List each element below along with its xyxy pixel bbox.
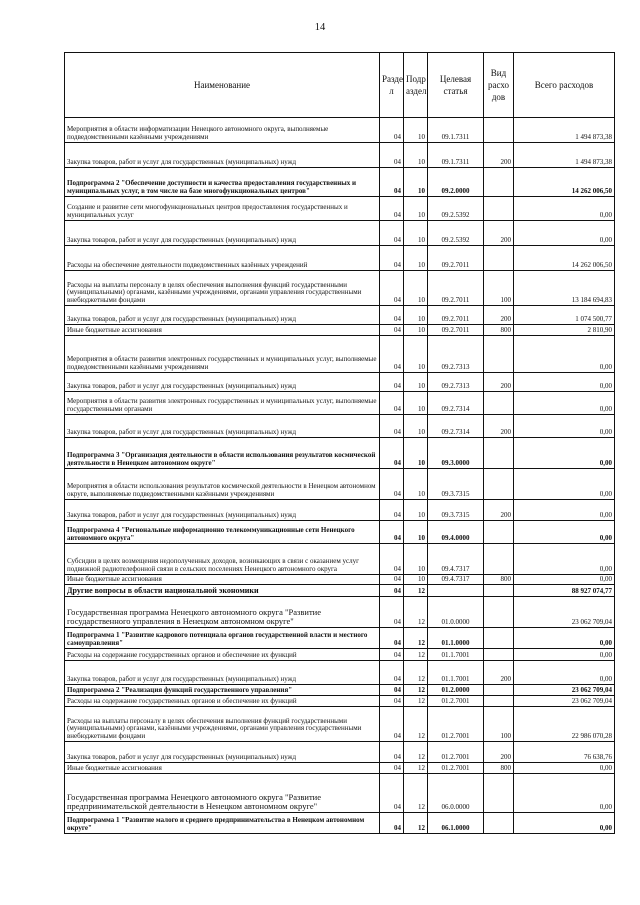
row-target-cell: 09.4.7317 (428, 544, 484, 575)
row-target-cell (428, 585, 484, 597)
row-target-cell: 09.1.7311 (428, 118, 484, 143)
row-section-cell: 04 (380, 197, 404, 221)
row-total-cell: 0,00 (514, 373, 615, 392)
table-row (65, 271, 615, 306)
row-name-cell: Иные бюджетные ассигнования (65, 575, 380, 585)
row-name-cell: Иные бюджетные ассигнования (65, 763, 380, 774)
row-name-cell: Мероприятия в области использования результатов космической деятельности в Ненецком автономном округе, выполняемые подведомственными казёнными учреждениями (65, 469, 380, 500)
row-target-cell: 09.4.0000 (428, 521, 484, 544)
header-target: Целевая статья (428, 53, 484, 118)
row-section-cell: 04 (380, 575, 404, 585)
row-section-cell: 04 (380, 438, 404, 469)
row-subsection-cell: 10 (404, 438, 428, 469)
row-kind-cell: 200 (484, 500, 514, 521)
row-kind-cell (484, 585, 514, 597)
table-row (65, 813, 615, 834)
row-section-cell: 04 (380, 763, 404, 774)
row-total-cell: 0,00 (514, 336, 615, 373)
row-total-cell: 0,00 (514, 392, 615, 415)
row-section-cell: 04 (380, 500, 404, 521)
row-total-cell: 14 262 006,50 (514, 168, 615, 197)
row-target-cell: 01.1.7001 (428, 649, 484, 661)
row-total-cell: 1 494 873,38 (514, 118, 615, 143)
row-name-cell: Подпрограмма 3 "Организация деятельности в области использования результатов космической деятельности в Ненецком автономном округе" (65, 438, 380, 469)
row-section-cell: 04 (380, 306, 404, 325)
row-subsection-cell: 10 (404, 415, 428, 438)
row-subsection-cell: 12 (404, 649, 428, 661)
row-subsection-cell: 10 (404, 143, 428, 168)
row-section-cell: 04 (380, 246, 404, 271)
row-total-cell: 0,00 (514, 469, 615, 500)
table-row (65, 649, 615, 661)
budget-table (64, 52, 615, 834)
row-target-cell: 06.1.0000 (428, 813, 484, 834)
row-subsection-cell: 10 (404, 306, 428, 325)
row-subsection-cell: 12 (404, 661, 428, 685)
table-row (65, 597, 615, 628)
row-total-cell: 0,00 (514, 661, 615, 685)
page-number: 14 (314, 22, 326, 33)
row-target-cell: 09.2.7313 (428, 336, 484, 373)
row-kind-cell (484, 521, 514, 544)
row-name-cell: Другие вопросы в области национальной экономики (65, 585, 380, 597)
table-row (65, 763, 615, 774)
row-target-cell: 09.3.7315 (428, 469, 484, 500)
header-total: Всего расходов (514, 53, 615, 118)
row-total-cell: 0,00 (514, 544, 615, 575)
row-section-cell: 04 (380, 685, 404, 696)
header-subsection: Подр аздел (404, 53, 428, 118)
row-total-cell: 14 262 006,50 (514, 246, 615, 271)
row-section-cell: 04 (380, 143, 404, 168)
row-total-cell: 0,00 (514, 628, 615, 649)
row-target-cell: 01.2.7001 (428, 742, 484, 763)
row-subsection-cell: 12 (404, 763, 428, 774)
row-kind-cell (484, 469, 514, 500)
row-section-cell: 04 (380, 469, 404, 500)
row-kind-cell (484, 246, 514, 271)
row-name-cell: Подпрограмма 4 "Региональные информационно телекоммуникационные сети Ненецкого автономного округа" (65, 521, 380, 544)
row-subsection-cell: 12 (404, 597, 428, 628)
row-kind-cell: 200 (484, 143, 514, 168)
row-total-cell: 0,00 (514, 415, 615, 438)
row-total-cell: 1 494 873,38 (514, 143, 615, 168)
row-name-cell: Подпрограмма 2 "Обеспечение доступности и качества предоставления государственных и муниципальных услуг, в том числе на базе многофункциональных центров" (65, 168, 380, 197)
row-section-cell: 04 (380, 544, 404, 575)
row-name-cell: Иные бюджетные ассигнования (65, 325, 380, 336)
row-kind-cell (484, 628, 514, 649)
row-section-cell: 04 (380, 118, 404, 143)
row-section-cell: 04 (380, 168, 404, 197)
row-name-cell: Субсидии в целях возмещения недополученных доходов, возникающих в связи с оказанием услуг подвижной радиотелефонной связи в сельских поселениях Ненецкого автономного округа (65, 544, 380, 575)
row-total-cell: 0,00 (514, 575, 615, 585)
row-section-cell: 04 (380, 661, 404, 685)
row-section-cell: 04 (380, 649, 404, 661)
row-section-cell: 04 (380, 597, 404, 628)
table-row (65, 306, 615, 325)
row-kind-cell: 200 (484, 306, 514, 325)
row-subsection-cell: 12 (404, 813, 428, 834)
row-name-cell: Подпрограмма 2 "Реализация функций государственного управления" (65, 685, 380, 696)
row-target-cell: 06.0.0000 (428, 774, 484, 813)
row-section-cell: 04 (380, 325, 404, 336)
table-row (65, 544, 615, 575)
table-body (65, 118, 615, 834)
row-kind-cell: 200 (484, 742, 514, 763)
row-name-cell: Закупка товаров, работ и услуг для государственных (муниципальных) нужд (65, 742, 380, 763)
row-target-cell: 09.2.7011 (428, 306, 484, 325)
row-section-cell: 04 (380, 774, 404, 813)
row-name-cell: Подпрограмма 1 "Развитие кадрового потенциала органов государственной власти и местного самоуправления" (65, 628, 380, 649)
row-section-cell: 04 (380, 373, 404, 392)
table-row (65, 521, 615, 544)
row-section-cell: 04 (380, 271, 404, 306)
row-target-cell: 09.2.7011 (428, 246, 484, 271)
row-name-cell: Закупка товаров, работ и услуг для государственных (муниципальных) нужд (65, 143, 380, 168)
row-section-cell: 04 (380, 221, 404, 246)
row-kind-cell: 100 (484, 271, 514, 306)
table-row (65, 469, 615, 500)
row-kind-cell: 800 (484, 763, 514, 774)
row-name-cell: Закупка товаров, работ и услуг для государственных (муниципальных) нужд (65, 500, 380, 521)
row-name-cell: Закупка товаров, работ и услуг для государственных (муниципальных) нужд (65, 306, 380, 325)
table-row (65, 325, 615, 336)
table-row (65, 742, 615, 763)
row-subsection-cell: 12 (404, 774, 428, 813)
row-target-cell: 09.3.7315 (428, 500, 484, 521)
table-row (65, 373, 615, 392)
header-name: Наименование (65, 53, 380, 118)
row-section-cell: 04 (380, 585, 404, 597)
row-section-cell: 04 (380, 628, 404, 649)
row-target-cell: 09.2.0000 (428, 168, 484, 197)
row-kind-cell: 200 (484, 661, 514, 685)
table-row (65, 392, 615, 415)
table-row (65, 575, 615, 585)
row-name-cell: Создание и развитие сети многофункциональных центров предоставления государственных и муниципальных услуг (65, 197, 380, 221)
row-kind-cell (484, 392, 514, 415)
table-row (65, 168, 615, 197)
row-kind-cell: 100 (484, 707, 514, 742)
row-target-cell: 09.2.7011 (428, 325, 484, 336)
row-subsection-cell: 10 (404, 544, 428, 575)
row-kind-cell (484, 336, 514, 373)
row-total-cell: 0,00 (514, 500, 615, 521)
row-total-cell: 0,00 (514, 763, 615, 774)
row-target-cell: 09.2.5392 (428, 221, 484, 246)
row-total-cell: 23 062 709,04 (514, 597, 615, 628)
row-section-cell: 04 (380, 521, 404, 544)
row-total-cell: 88 927 074,77 (514, 585, 615, 597)
table-row (65, 661, 615, 685)
table-row (65, 774, 615, 813)
row-name-cell: Мероприятия в области информатизации Ненецкого автономного округа, выполняемые подведомственными казёнными учреждениями (65, 118, 380, 143)
row-kind-cell: 800 (484, 325, 514, 336)
row-subsection-cell: 10 (404, 336, 428, 373)
row-total-cell: 0,00 (514, 221, 615, 246)
row-name-cell: Расходы на обеспечение деятельности подведомственных казённых учреждений (65, 246, 380, 271)
row-target-cell: 01.1.7001 (428, 661, 484, 685)
row-target-cell: 09.4.7317 (428, 575, 484, 585)
row-name-cell: Закупка товаров, работ и услуг для государственных (муниципальных) нужд (65, 661, 380, 685)
row-subsection-cell: 10 (404, 500, 428, 521)
row-target-cell: 09.2.7314 (428, 392, 484, 415)
row-kind-cell: 200 (484, 373, 514, 392)
row-name-cell: Мероприятия в области развития электронных государственных и муниципальных услуг, выполняемые государственными органами (65, 392, 380, 415)
row-subsection-cell: 10 (404, 469, 428, 500)
row-total-cell: 22 986 070,28 (514, 707, 615, 742)
row-subsection-cell: 10 (404, 373, 428, 392)
row-section-cell: 04 (380, 813, 404, 834)
row-subsection-cell: 12 (404, 685, 428, 696)
row-kind-cell: 200 (484, 415, 514, 438)
row-total-cell: 1 074 500,77 (514, 306, 615, 325)
row-name-cell: Подпрограмма 1 "Развитие малого и среднего предпринимательства в Ненецком автономном округе" (65, 813, 380, 834)
row-subsection-cell: 10 (404, 392, 428, 415)
row-total-cell: 2 810,90 (514, 325, 615, 336)
table-row (65, 438, 615, 469)
row-subsection-cell: 12 (404, 707, 428, 742)
table-row (65, 415, 615, 438)
table-row (65, 143, 615, 168)
row-section-cell: 04 (380, 707, 404, 742)
row-name-cell: Расходы на содержание государственных органов и обеспечение их функций (65, 649, 380, 661)
row-kind-cell (484, 197, 514, 221)
row-target-cell: 09.2.5392 (428, 197, 484, 221)
row-subsection-cell: 12 (404, 696, 428, 707)
row-name-cell: Расходы на выплаты персоналу в целях обеспечения выполнения функций государственными (муниципальными) органами, казёнными учреждениями, органами управления государственными внебюджетными фондами (65, 271, 380, 306)
row-name-cell: Расходы на выплаты персоналу в целях обеспечения выполнения функций государственными (муниципальными) органами, казёнными учреждениями, органами управления государственными внебюджетными фондами (65, 707, 380, 742)
row-subsection-cell: 10 (404, 325, 428, 336)
row-target-cell: 09.3.0000 (428, 438, 484, 469)
row-total-cell: 0,00 (514, 813, 615, 834)
table-row (65, 696, 615, 707)
row-total-cell: 0,00 (514, 438, 615, 469)
row-target-cell: 01.2.0000 (428, 685, 484, 696)
row-kind-cell: 800 (484, 575, 514, 585)
table-row (65, 118, 615, 143)
row-kind-cell (484, 813, 514, 834)
row-kind-cell (484, 168, 514, 197)
row-name-cell: Мероприятия в области развития электронных государственных и муниципальных услуг, выполняемые подведомственными казёнными учреждениями (65, 336, 380, 373)
row-kind-cell (484, 597, 514, 628)
row-target-cell: 01.2.7001 (428, 763, 484, 774)
header-section: Разде л (380, 53, 404, 118)
row-total-cell: 76 638,76 (514, 742, 615, 763)
table-row (65, 500, 615, 521)
row-kind-cell (484, 685, 514, 696)
row-section-cell: 04 (380, 415, 404, 438)
row-total-cell: 0,00 (514, 649, 615, 661)
table-header-row (65, 53, 615, 118)
row-name-cell: Государственная программа Ненецкого автономного округа "Развитие предпринимательской деятельности в Ненецком автономном округе" (65, 774, 380, 813)
row-subsection-cell: 12 (404, 742, 428, 763)
table-row (65, 246, 615, 271)
row-total-cell: 0,00 (514, 521, 615, 544)
table-row (65, 628, 615, 649)
row-subsection-cell: 10 (404, 168, 428, 197)
table-row (65, 685, 615, 696)
row-total-cell: 0,00 (514, 197, 615, 221)
row-name-cell: Расходы на содержание государственных органов и обеспечение их функций (65, 696, 380, 707)
row-name-cell: Закупка товаров, работ и услуг для государственных (муниципальных) нужд (65, 415, 380, 438)
row-name-cell: Закупка товаров, работ и услуг для государственных (муниципальных) нужд (65, 373, 380, 392)
row-subsection-cell: 10 (404, 575, 428, 585)
row-subsection-cell: 12 (404, 628, 428, 649)
row-name-cell: Государственная программа Ненецкого автономного округа "Развитие государственного управления в Ненецком автономном округе" (65, 597, 380, 628)
row-kind-cell (484, 649, 514, 661)
row-target-cell: 09.2.7313 (428, 373, 484, 392)
row-target-cell: 09.1.7311 (428, 143, 484, 168)
row-kind-cell (484, 118, 514, 143)
row-name-cell: Закупка товаров, работ и услуг для государственных (муниципальных) нужд (65, 221, 380, 246)
row-total-cell: 13 184 694,83 (514, 271, 615, 306)
row-kind-cell (484, 696, 514, 707)
row-kind-cell: 200 (484, 221, 514, 246)
row-target-cell: 01.2.7001 (428, 707, 484, 742)
table-row (65, 707, 615, 742)
row-subsection-cell: 10 (404, 221, 428, 246)
row-kind-cell (484, 774, 514, 813)
row-subsection-cell: 10 (404, 197, 428, 221)
row-subsection-cell: 10 (404, 246, 428, 271)
header-kind: Вид расхо дов (484, 53, 514, 118)
row-kind-cell (484, 544, 514, 575)
row-target-cell: 09.2.7314 (428, 415, 484, 438)
row-section-cell: 04 (380, 392, 404, 415)
row-subsection-cell: 10 (404, 271, 428, 306)
table-row (65, 197, 615, 221)
row-section-cell: 04 (380, 696, 404, 707)
row-total-cell: 23 062 709,04 (514, 696, 615, 707)
row-section-cell: 04 (380, 742, 404, 763)
row-target-cell: 01.2.7001 (428, 696, 484, 707)
row-section-cell: 04 (380, 336, 404, 373)
row-target-cell: 01.0.0000 (428, 597, 484, 628)
row-subsection-cell: 12 (404, 585, 428, 597)
row-total-cell: 23 062 709,04 (514, 685, 615, 696)
row-target-cell: 01.1.0000 (428, 628, 484, 649)
row-total-cell: 0,00 (514, 774, 615, 813)
table-row (65, 336, 615, 373)
row-subsection-cell: 10 (404, 521, 428, 544)
row-kind-cell (484, 438, 514, 469)
table-row (65, 221, 615, 246)
row-subsection-cell: 10 (404, 118, 428, 143)
row-target-cell: 09.2.7011 (428, 271, 484, 306)
table-row (65, 585, 615, 597)
